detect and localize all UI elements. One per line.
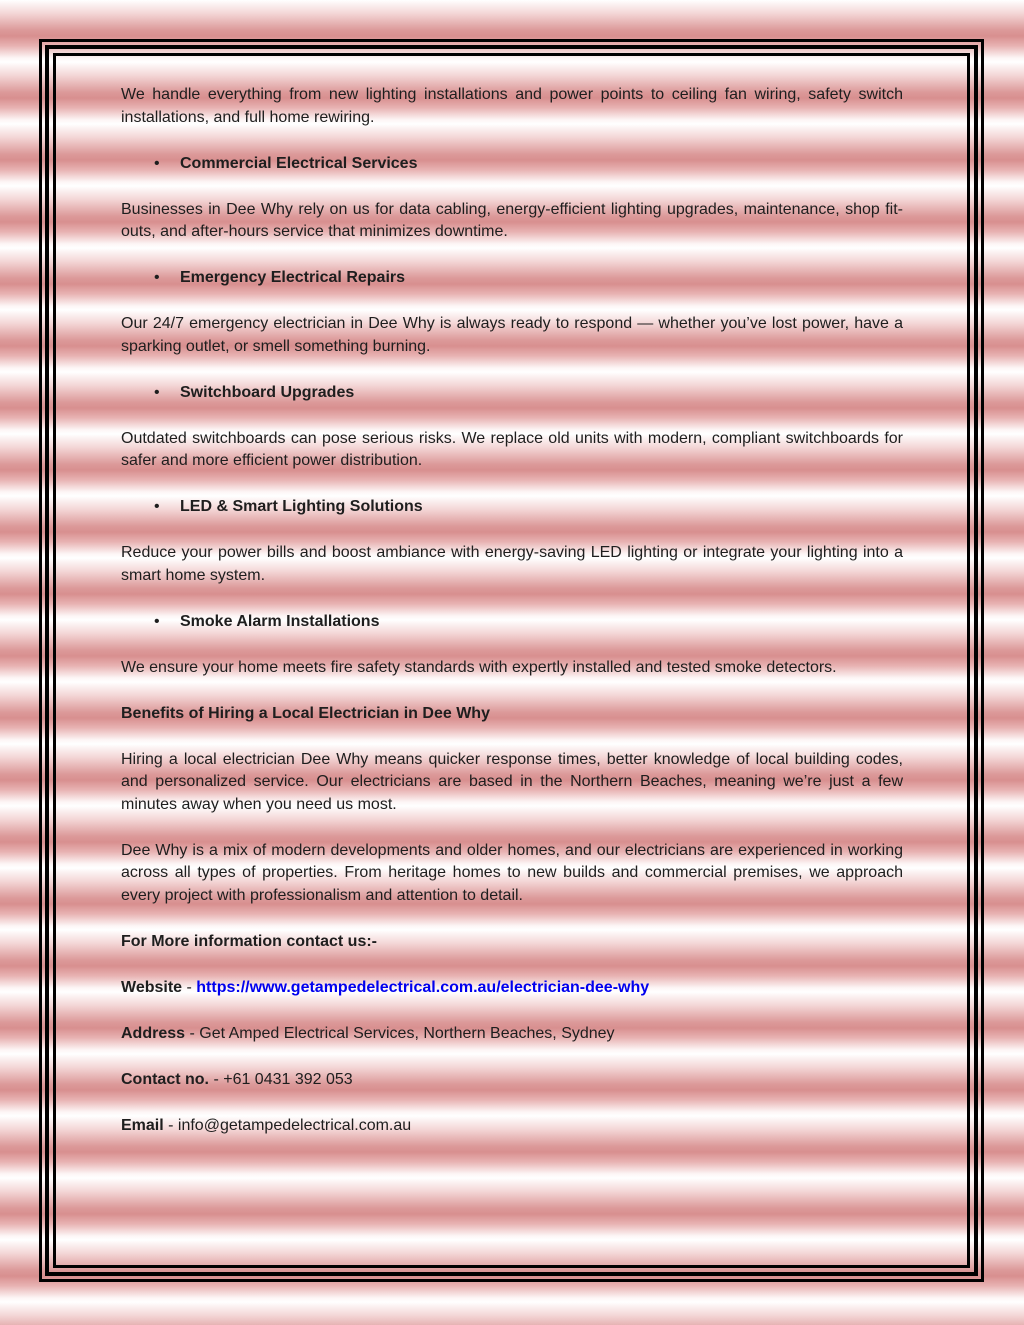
bullet-icon: • (154, 154, 160, 172)
separator: - (209, 1070, 224, 1088)
service-title: Smoke Alarm Installations (180, 612, 380, 630)
service-bullet-commercial (121, 153, 903, 176)
service-paragraph: We ensure your home meets fire safety standards with expertly installed and tested smoke detectors. (121, 658, 837, 676)
separator: - (185, 1024, 200, 1042)
service-paragraph: Businesses in Dee Why rely on us for data cabling, energy-efficient lighting upgrades, maintenance, shop fit-outs, and after-hours service that minimizes downtime. (121, 200, 903, 240)
service-bullet-led (121, 496, 903, 519)
website-line (121, 977, 903, 1000)
service-bullet-smoke-alarm (121, 611, 903, 634)
service-title: Commercial Electrical Services (180, 154, 418, 172)
separator: - (182, 978, 197, 996)
contact-heading: For More information contact us:- (121, 932, 377, 950)
address-value: Get Amped Electrical Services, Northern Beaches, Sydney (199, 1024, 615, 1042)
contact-number-value: +61 0431 392 053 (223, 1070, 353, 1088)
website-link[interactable]: https://www.getampedelectrical.com.au/electrician-dee-why (196, 978, 650, 996)
bullet-icon: • (154, 612, 160, 630)
contact-number-line (121, 1069, 903, 1092)
bullet-icon: • (154, 383, 160, 401)
document-content (121, 84, 903, 1137)
intro-paragraph: We handle everything from new lighting installations and power points to ceiling fan wiring, safety switch installations, and full home rewiring. (121, 86, 903, 126)
separator: - (163, 1116, 178, 1134)
service-paragraph: Our 24/7 emergency electrician in Dee Why is always ready to respond — whether you’ve lost power, have a sparking outlet, or smell something burning. (121, 315, 903, 355)
benefits-heading: Benefits of Hiring a Local Electrician in Dee Why (121, 704, 490, 722)
website-label: Website (121, 978, 183, 996)
email-label: Email (121, 1116, 164, 1134)
email-line (121, 1115, 903, 1138)
benefits-paragraph: Dee Why is a mix of modern developments and older homes, and our electricians are experienced in working across all types of properties. From heritage homes to new builds and commercial premises, we approach every project with professionalism and attention to detail. (121, 841, 903, 904)
email-value: info@getampedelectrical.com.au (177, 1116, 412, 1134)
service-title: Emergency Electrical Repairs (180, 269, 406, 286)
address-label: Address (121, 1024, 186, 1042)
address-line (121, 1023, 903, 1046)
service-title: LED & Smart Lighting Solutions (180, 498, 423, 515)
bullet-icon: • (154, 269, 160, 286)
benefits-paragraph: Hiring a local electrician Dee Why means quicker response times, better knowledge of local building codes, and personalized service. Our electricians are based in the Northern Beaches, meaning we’re just a few minutes away when you need us most. (121, 750, 903, 813)
service-title: Switchboard Upgrades (180, 383, 355, 401)
service-bullet-switchboard (121, 382, 903, 405)
bullet-icon: • (154, 498, 160, 515)
service-bullet-emergency (121, 267, 903, 290)
service-paragraph: Reduce your power bills and boost ambiance with energy-saving LED lighting or integrate your lighting into a smart home system. (121, 544, 903, 584)
contact-number-label: Contact no. (121, 1070, 209, 1088)
service-paragraph: Outdated switchboards can pose serious risks. We replace old units with modern, compliant switchboards for safer and more efficient power distribution. (121, 429, 903, 469)
